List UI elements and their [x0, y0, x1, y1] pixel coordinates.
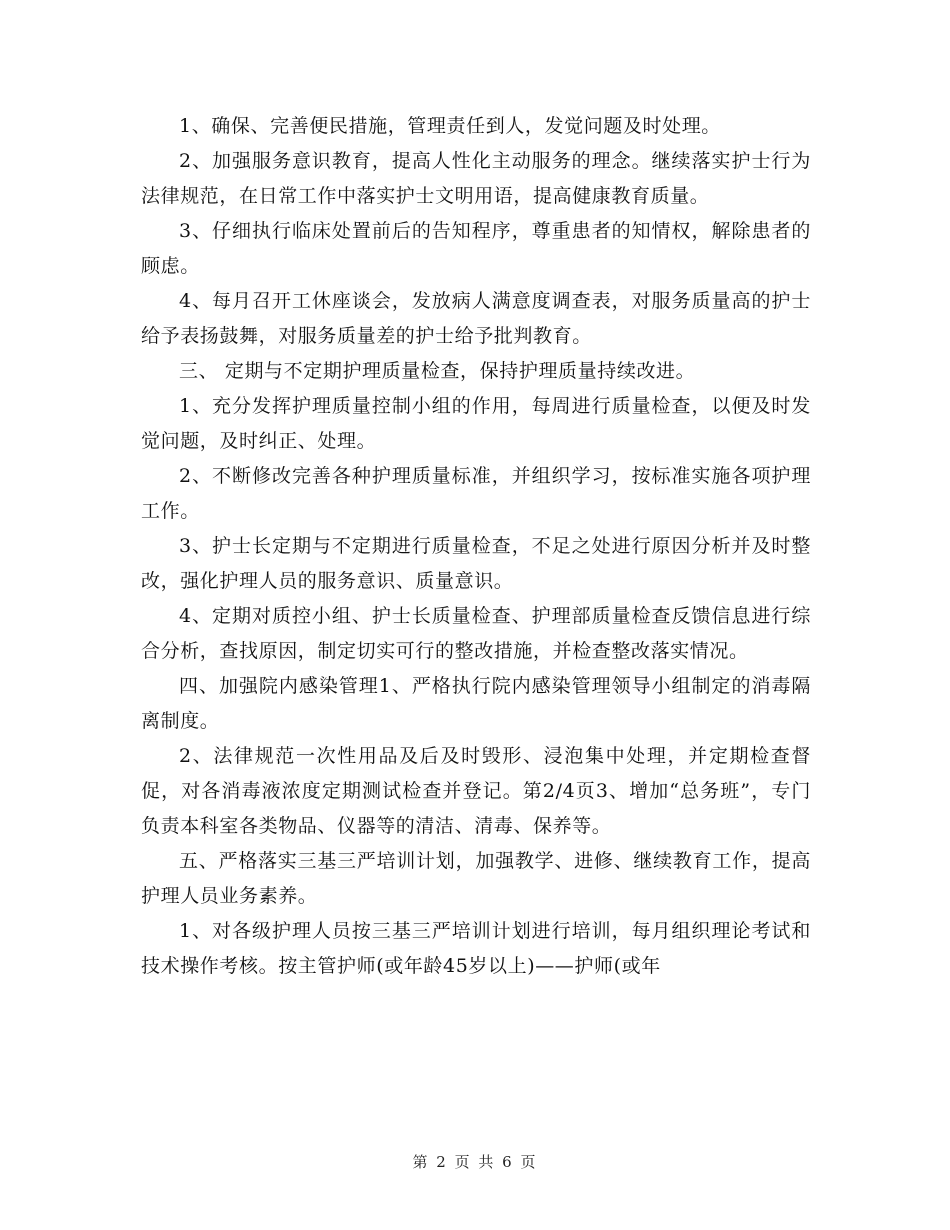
paragraph: 1、对各级护理人员按三基三严培训计划进行培训，每月组织理论考试和技术操作考核。按主管护师(或年龄45岁以上)——护师(或年 [141, 920, 811, 977]
paragraph: 1、充分发挥护理质量控制小组的作用，每周进行质量检查，以便及时发觉问题，及时纠正、处理。 [141, 395, 811, 452]
paragraph: 3、护士长定期与不定期进行质量检查，不足之处进行原因分析并及时整改，强化护理人员的服务意识、质量意识。 [141, 535, 811, 592]
paragraph: 3、仔细执行临床处置前后的告知程序，尊重患者的知情权，解除患者的顾虑。 [141, 220, 811, 277]
document-body [141, 109, 811, 984]
paragraph: 4、定期对质控小组、护士长质量检查、护理部质量检查反馈信息进行综合分析，查找原因，制定切实可行的整改措施，并检查整改落实情况。 [141, 605, 811, 662]
section-heading: 四、加强院内感染管理1、严格执行院内感染管理领导小组制定的消毒隔离制度。 [141, 675, 811, 732]
paragraph: 4、每月召开工休座谈会，发放病人满意度调查表，对服务质量高的护士给予表扬鼓舞，对服务质量差的护士给予批判教育。 [141, 290, 811, 347]
paragraph: 2、法律规范一次性用品及后及时毁形、浸泡集中处理，并定期检查督促，对各消毒液浓度定期测试检查并登记。第2/4页3、增加“总务班”，专门负责本科室各类物品、仪器等的清洁、清毒、保养等。 [141, 745, 811, 837]
section-heading: 五、严格落实三基三严培训计划，加强教学、进修、继续教育工作，提高护理人员业务素养。 [141, 850, 811, 907]
page-footer: 第 2 页 共 6 页 [412, 1153, 538, 1171]
paragraph: 2、不断修改完善各种护理质量标准，并组织学习，按标准实施各项护理工作。 [141, 465, 811, 522]
paragraph: 2、加强服务意识教育，提高人性化主动服务的理念。继续落实护士行为法律规范，在日常工作中落实护士文明用语，提高健康教育质量。 [141, 150, 811, 207]
section-heading: 三、 定期与不定期护理质量检查，保持护理质量持续改进。 [179, 360, 696, 382]
paragraph: 1、确保、完善便民措施，管理责任到人，发觉问题及时处理。 [179, 115, 721, 137]
